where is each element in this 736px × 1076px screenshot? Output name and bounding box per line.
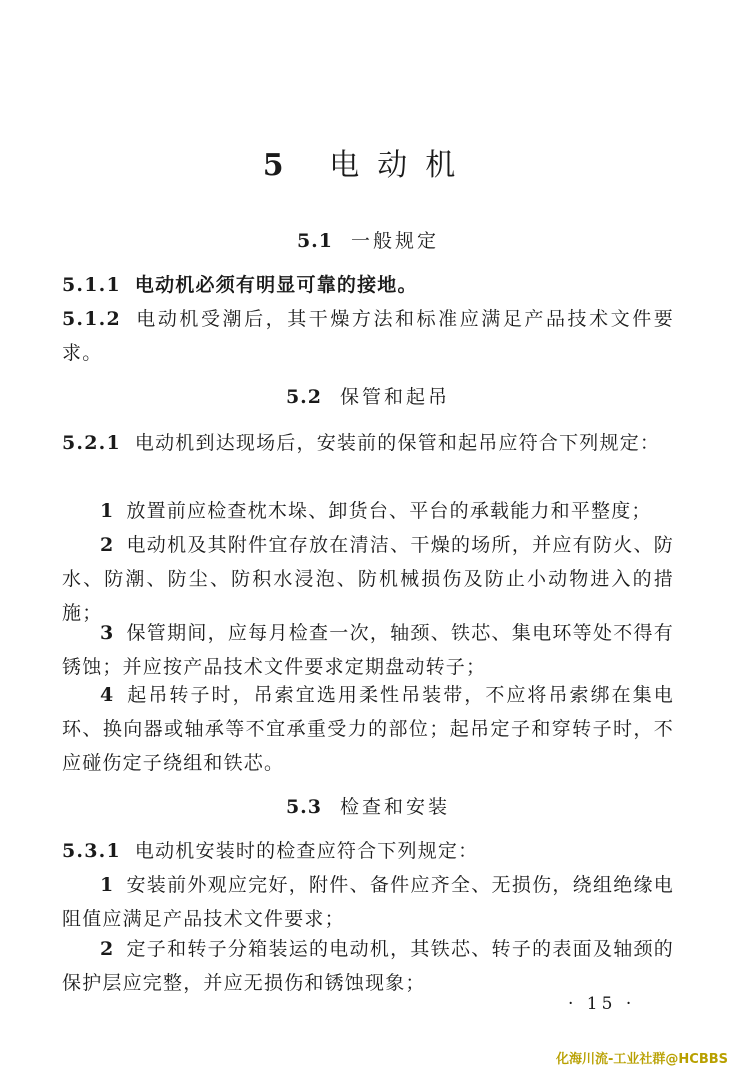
item-number: 2 <box>100 534 115 556</box>
clause-number: 5.1.1 <box>62 274 121 296</box>
list-item <box>62 494 674 528</box>
chapter-number: 5 <box>262 148 302 183</box>
section-title-5-3 <box>0 792 736 819</box>
page-number: · 15 · <box>568 994 636 1014</box>
list-item <box>62 528 674 630</box>
clause-text: 电动机安装时的检查应符合下列规定： <box>134 840 479 862</box>
chapter-name: 电动机 <box>329 148 474 183</box>
item-text: 安装前外观应完好，附件、备件应齐全、无损伤，绕组绝缘电阻值应满足产品技术文件要求； <box>62 874 674 930</box>
clause-text: 电动机必须有明显可靠的接地。 <box>134 274 418 296</box>
section-title-5-2 <box>0 382 736 409</box>
item-number: 2 <box>100 938 115 960</box>
section-number: 5.3 <box>285 796 323 818</box>
item-text: 放置前应检查枕木垛、卸货台、平台的承载能力和平整度； <box>126 500 652 522</box>
section-number: 5.1 <box>296 230 334 252</box>
item-number: 3 <box>100 622 115 644</box>
section-name: 一般规定 <box>351 230 440 252</box>
clause-5-1-2 <box>62 302 674 370</box>
item-text: 电动机及其附件宜存放在清洁、干燥的场所，并应有防火、防水、防潮、防尘、防积水浸泡、防机械损伤及防止小动物进入的措施； <box>62 534 674 624</box>
section-title-5-1 <box>0 226 736 253</box>
clause-number: 5.3.1 <box>62 840 121 862</box>
item-number: 4 <box>100 684 115 706</box>
clause-5-2-1 <box>62 426 674 460</box>
clause-5-3-1 <box>62 834 674 868</box>
clause-text: 电动机到达现场后，安装前的保管和起吊应符合下列规定： <box>134 432 661 454</box>
clause-number: 5.2.1 <box>62 432 121 454</box>
list-item <box>62 616 674 684</box>
clause-text: 电动机受潮后，其干燥方法和标准应满足产品技术文件要求。 <box>62 308 674 364</box>
item-number: 1 <box>100 500 115 522</box>
section-name: 保管和起吊 <box>340 386 451 408</box>
clause-5-1-1 <box>62 268 674 302</box>
chapter-title <box>0 140 736 184</box>
list-item <box>62 868 674 936</box>
section-number: 5.2 <box>285 386 323 408</box>
clause-number: 5.1.2 <box>62 308 121 330</box>
item-text: 定子和转子分箱装运的电动机，其铁芯、转子的表面及轴颈的保护层应完整，并应无损伤和锈蚀现象； <box>62 938 674 994</box>
list-item <box>62 678 674 780</box>
item-text: 起吊转子时，吊索宜选用柔性吊装带，不应将吊索绑在集电环、换向器或轴承等不宜承重受力的部位；起吊定子和穿转子时，不应碰伤定子绕组和铁芯。 <box>62 684 674 774</box>
section-name: 检查和安装 <box>340 796 451 818</box>
list-item <box>62 932 674 1000</box>
watermark: 化海川流-工业社群@HCBBS <box>556 1052 728 1067</box>
item-number: 1 <box>100 874 115 896</box>
item-text: 保管期间，应每月检查一次，轴颈、铁芯、集电环等处不得有锈蚀；并应按产品技术文件要求定期盘动转子； <box>62 622 674 678</box>
